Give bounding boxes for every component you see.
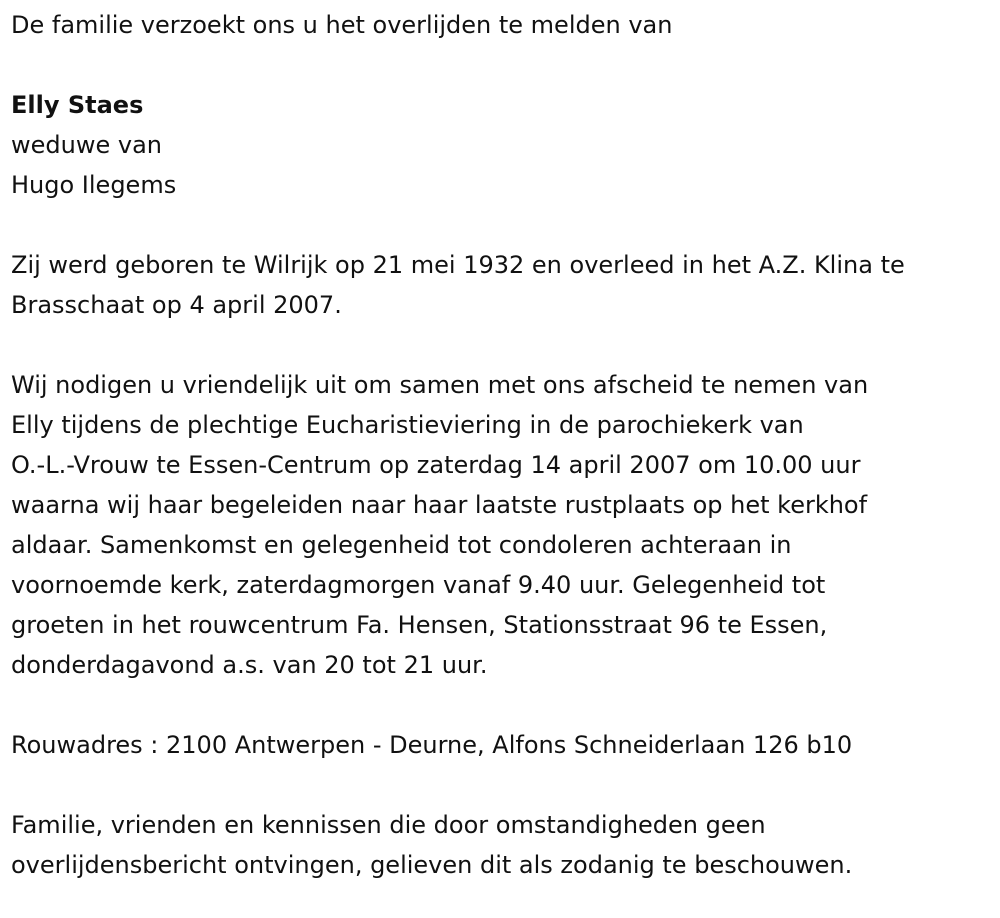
spacer [11,325,991,365]
paragraph-line: groeten in het rouwcentrum Fa. Hensen, Stationsstraat 96 te Essen, [11,611,828,639]
paragraph-line: waarna wij haar begeleiden naar haar laatste rustplaats op het kerkhof [11,491,868,519]
closing-paragraph [11,805,991,885]
paragraph-line: Zij werd geboren te Wilrijk op 21 mei 1932 en overleed in het A.Z. Klina te [11,251,905,279]
deceased-name: Elly Staes [11,91,144,119]
birth-death-paragraph [11,245,991,325]
paragraph-line: Familie, vrienden en kennissen die door omstandigheden geen [11,811,766,839]
spacer [11,45,991,85]
paragraph-line: Elly tijdens de plechtige Eucharistieviering in de parochiekerk van [11,411,804,439]
spacer [11,205,991,245]
paragraph-line: overlijdensbericht ontvingen, gelieven dit als zodanig te beschouwen. [11,851,853,879]
paragraph-line: Wij nodigen u vriendelijk uit om samen met ons afscheid te nemen van [11,371,869,399]
spouse-name: Hugo Ilegems [11,171,177,199]
paragraph-line: aldaar. Samenkomst en gelegenheid tot condoleren achteraan in [11,531,792,559]
paragraph-line: donderdagavond a.s. van 20 tot 21 uur. [11,651,488,679]
ceremony-paragraph [11,365,991,685]
paragraph-line: Brasschaat op 4 april 2007. [11,291,342,319]
relation-label: weduwe van [11,131,162,159]
mourning-address: Rouwadres : 2100 Antwerpen - Deurne, Alfons Schneiderlaan 126 b10 [11,731,853,759]
death-announcement [11,5,991,885]
spacer [11,685,991,725]
paragraph-line: O.-L.-Vrouw te Essen-Centrum op zaterdag 14 april 2007 om 10.00 uur [11,451,861,479]
intro-text: De familie verzoekt ons u het overlijden te melden van [11,11,673,39]
paragraph-line: voornoemde kerk, zaterdagmorgen vanaf 9.40 uur. Gelegenheid tot [11,571,826,599]
spacer [11,765,991,805]
